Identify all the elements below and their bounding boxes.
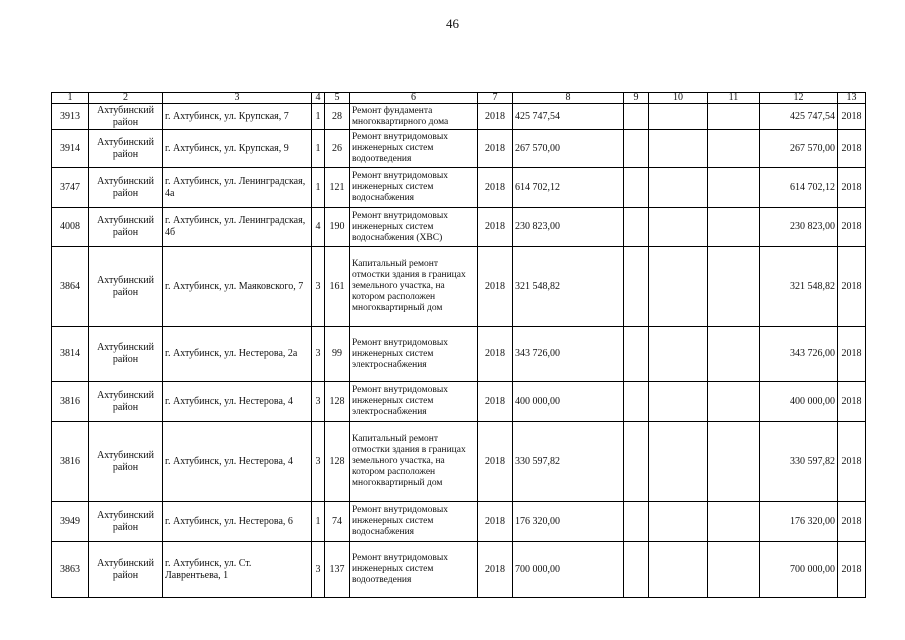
cell-year-end: 2018 <box>838 130 866 168</box>
table-row <box>52 247 866 327</box>
cell-col-9 <box>624 542 649 598</box>
cell-district: Ахтубинский район <box>89 542 163 598</box>
table-row <box>52 168 866 208</box>
cell-col-11 <box>708 422 760 502</box>
cell-district: Ахтубинский район <box>89 208 163 247</box>
cell-address: г. Ахтубинск, ул. Ленинградская, 4б <box>163 208 312 247</box>
cell-col-5: 161 <box>325 247 350 327</box>
cell-year-end: 2018 <box>838 168 866 208</box>
cell-record-id: 3949 <box>52 502 89 542</box>
cell-col-9 <box>624 327 649 382</box>
cell-col-4: 3 <box>312 382 325 422</box>
cell-amount: 400 000,00 <box>513 382 624 422</box>
cell-district: Ахтубинский район <box>89 130 163 168</box>
column-header-7: 7 <box>478 93 513 104</box>
cell-col-4: 1 <box>312 130 325 168</box>
cell-col-4: 1 <box>312 104 325 130</box>
cell-address: г. Ахтубинск, ул. Нестерова, 2а <box>163 327 312 382</box>
cell-col-11 <box>708 382 760 422</box>
cell-year: 2018 <box>478 422 513 502</box>
cell-amount: 614 702,12 <box>513 168 624 208</box>
cell-col-11 <box>708 542 760 598</box>
cell-amount: 343 726,00 <box>513 327 624 382</box>
table-row <box>52 130 866 168</box>
cell-district: Ахтубинский район <box>89 502 163 542</box>
cell-year: 2018 <box>478 247 513 327</box>
cell-col-11 <box>708 502 760 542</box>
cell-col-11 <box>708 168 760 208</box>
cell-record-id: 3816 <box>52 382 89 422</box>
cell-address: г. Ахтубинск, ул. Нестерова, 4 <box>163 382 312 422</box>
cell-col-10 <box>649 422 708 502</box>
cell-col-9 <box>624 422 649 502</box>
cell-col-10 <box>649 130 708 168</box>
column-header-5: 5 <box>325 93 350 104</box>
cell-record-id: 3816 <box>52 422 89 502</box>
column-header-8: 8 <box>513 93 624 104</box>
cell-col-10 <box>649 502 708 542</box>
cell-col-9 <box>624 168 649 208</box>
cell-col-11 <box>708 208 760 247</box>
cell-year: 2018 <box>478 104 513 130</box>
cell-total: 330 597,82 <box>760 422 838 502</box>
cell-col-10 <box>649 382 708 422</box>
table-row <box>52 422 866 502</box>
cell-work-type: Ремонт внутридомовых инженерных систем электроснабжения <box>350 382 478 422</box>
cell-year-end: 2018 <box>838 247 866 327</box>
cell-district: Ахтубинский район <box>89 168 163 208</box>
cell-year-end: 2018 <box>838 382 866 422</box>
cell-total: 321 548,82 <box>760 247 838 327</box>
cell-address: г. Ахтубинск, ул. Нестерова, 6 <box>163 502 312 542</box>
cell-col-5: 137 <box>325 542 350 598</box>
column-header-9: 9 <box>624 93 649 104</box>
cell-amount: 267 570,00 <box>513 130 624 168</box>
cell-year-end: 2018 <box>838 502 866 542</box>
cell-col-9 <box>624 208 649 247</box>
cell-col-5: 28 <box>325 104 350 130</box>
cell-work-type: Ремонт внутридомовых инженерных систем электроснабжения <box>350 327 478 382</box>
cell-col-5: 74 <box>325 502 350 542</box>
cell-year: 2018 <box>478 542 513 598</box>
cell-total: 700 000,00 <box>760 542 838 598</box>
cell-col-4: 3 <box>312 327 325 382</box>
column-header-1: 1 <box>52 93 89 104</box>
cell-col-11 <box>708 247 760 327</box>
table-row <box>52 502 866 542</box>
cell-total: 425 747,54 <box>760 104 838 130</box>
table-row <box>52 542 866 598</box>
cell-work-type: Ремонт внутридомовых инженерных систем водоотведения <box>350 130 478 168</box>
cell-col-5: 26 <box>325 130 350 168</box>
cell-amount: 425 747,54 <box>513 104 624 130</box>
cell-col-5: 121 <box>325 168 350 208</box>
column-header-2: 2 <box>89 93 163 104</box>
cell-district: Ахтубинский район <box>89 104 163 130</box>
cell-year: 2018 <box>478 168 513 208</box>
column-header-4: 4 <box>312 93 325 104</box>
cell-record-id: 3864 <box>52 247 89 327</box>
cell-record-id: 3747 <box>52 168 89 208</box>
cell-total: 400 000,00 <box>760 382 838 422</box>
column-header-10: 10 <box>649 93 708 104</box>
column-header-12: 12 <box>760 93 838 104</box>
cell-amount: 321 548,82 <box>513 247 624 327</box>
cell-amount: 176 320,00 <box>513 502 624 542</box>
cell-record-id: 4008 <box>52 208 89 247</box>
cell-work-type: Капитальный ремонт отмостки здания в границах земельного участка, на котором расположен многоквартирный дом <box>350 247 478 327</box>
cell-year: 2018 <box>478 502 513 542</box>
cell-work-type: Капитальный ремонт отмостки здания в границах земельного участка, на котором расположен многоквартирный дом <box>350 422 478 502</box>
cell-col-4: 4 <box>312 208 325 247</box>
cell-total: 176 320,00 <box>760 502 838 542</box>
cell-col-9 <box>624 502 649 542</box>
column-header-13: 13 <box>838 93 866 104</box>
cell-year: 2018 <box>478 327 513 382</box>
cell-col-9 <box>624 130 649 168</box>
cell-col-4: 1 <box>312 502 325 542</box>
cell-district: Ахтубинский район <box>89 247 163 327</box>
cell-year-end: 2018 <box>838 542 866 598</box>
cell-work-type: Ремонт внутридомовых инженерных систем водоотведения <box>350 542 478 598</box>
cell-total: 614 702,12 <box>760 168 838 208</box>
cell-col-10 <box>649 327 708 382</box>
cell-col-9 <box>624 247 649 327</box>
cell-year-end: 2018 <box>838 327 866 382</box>
cell-col-11 <box>708 327 760 382</box>
cell-col-5: 99 <box>325 327 350 382</box>
cell-address: г. Ахтубинск, ул. Ленинградская, 4а <box>163 168 312 208</box>
table-row <box>52 382 866 422</box>
cell-work-type: Ремонт внутридомовых инженерных систем водоснабжения <box>350 502 478 542</box>
cell-amount: 330 597,82 <box>513 422 624 502</box>
cell-record-id: 3913 <box>52 104 89 130</box>
cell-work-type: Ремонт фундамента многоквартирного дома <box>350 104 478 130</box>
column-header-3: 3 <box>163 93 312 104</box>
cell-record-id: 3863 <box>52 542 89 598</box>
column-header-6: 6 <box>350 93 478 104</box>
cell-col-9 <box>624 104 649 130</box>
cell-record-id: 3914 <box>52 130 89 168</box>
cell-district: Ахтубинский район <box>89 382 163 422</box>
cell-address: г. Ахтубинск, ул. Маяковского, 7 <box>163 247 312 327</box>
cell-amount: 700 000,00 <box>513 542 624 598</box>
table-row <box>52 208 866 247</box>
cell-total: 343 726,00 <box>760 327 838 382</box>
cell-col-10 <box>649 208 708 247</box>
cell-col-5: 190 <box>325 208 350 247</box>
cell-col-11 <box>708 104 760 130</box>
cell-col-4: 3 <box>312 422 325 502</box>
page-number: 46 <box>446 16 459 31</box>
cell-amount: 230 823,00 <box>513 208 624 247</box>
cell-col-4: 3 <box>312 247 325 327</box>
cell-col-10 <box>649 168 708 208</box>
cell-address: г. Ахтубинск, ул. Крупская, 7 <box>163 104 312 130</box>
cell-address: г. Ахтубинск, ул. Крупская, 9 <box>163 130 312 168</box>
cell-work-type: Ремонт внутридомовых инженерных систем водоснабжения (ХВС) <box>350 208 478 247</box>
cell-address: г. Ахтубинск, ул. Ст. Лаврентьева, 1 <box>163 542 312 598</box>
cell-col-5: 128 <box>325 422 350 502</box>
cell-year-end: 2018 <box>838 422 866 502</box>
cell-address: г. Ахтубинск, ул. Нестерова, 4 <box>163 422 312 502</box>
cell-work-type: Ремонт внутридомовых инженерных систем водоснабжения <box>350 168 478 208</box>
cell-col-10 <box>649 247 708 327</box>
cell-col-10 <box>649 104 708 130</box>
cell-year-end: 2018 <box>838 208 866 247</box>
cell-year: 2018 <box>478 382 513 422</box>
table-row <box>52 327 866 382</box>
column-header-11: 11 <box>708 93 760 104</box>
cell-record-id: 3814 <box>52 327 89 382</box>
cell-col-11 <box>708 130 760 168</box>
table-row <box>52 104 866 130</box>
cell-col-4: 3 <box>312 542 325 598</box>
cell-col-10 <box>649 542 708 598</box>
cell-col-5: 128 <box>325 382 350 422</box>
cell-district: Ахтубинский район <box>89 422 163 502</box>
header-row <box>52 93 866 104</box>
data-table <box>51 92 866 598</box>
cell-total: 267 570,00 <box>760 130 838 168</box>
cell-year-end: 2018 <box>838 104 866 130</box>
cell-year: 2018 <box>478 208 513 247</box>
cell-district: Ахтубинский район <box>89 327 163 382</box>
cell-col-9 <box>624 382 649 422</box>
cell-col-4: 1 <box>312 168 325 208</box>
cell-total: 230 823,00 <box>760 208 838 247</box>
cell-year: 2018 <box>478 130 513 168</box>
